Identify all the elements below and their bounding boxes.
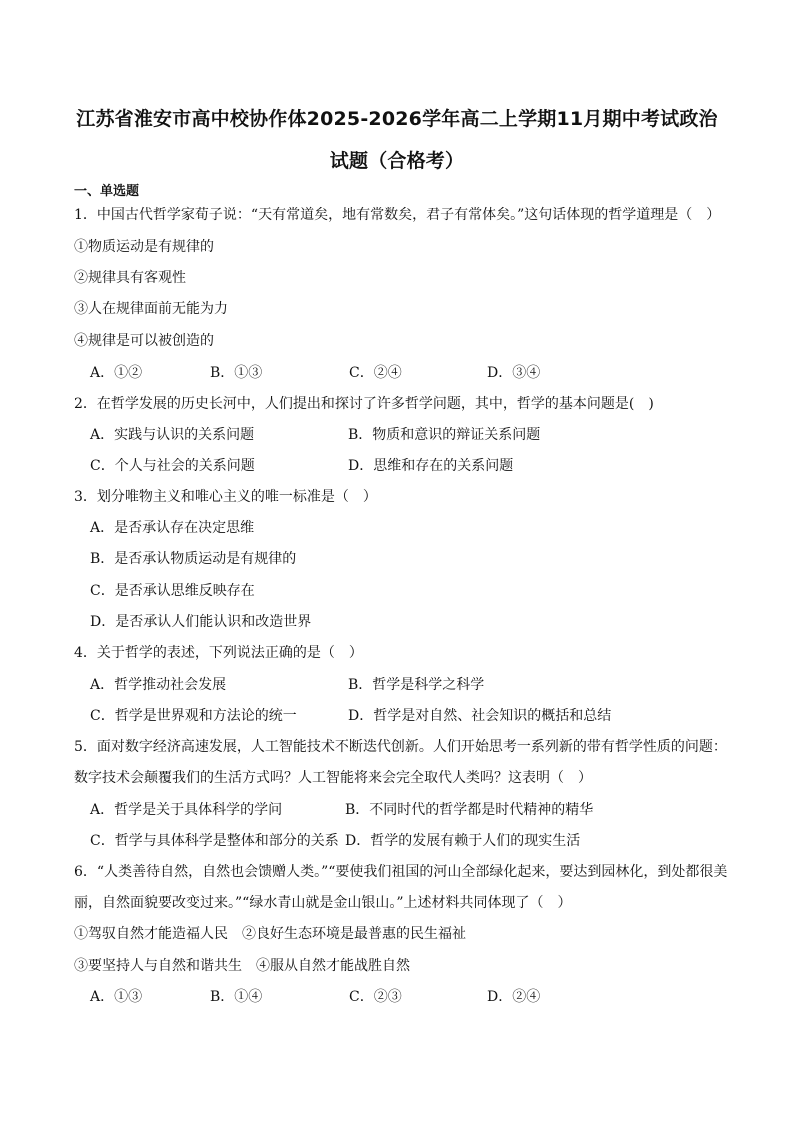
question-5-option-a: A．哲学是关于具体科学的学问 (90, 802, 283, 818)
question-1-statement-1: ①物质运动是有规律的 (74, 239, 214, 255)
question-1-option-c: C．②④ (349, 365, 402, 381)
question-2-option-a: A．实践与认识的关系问题 (90, 427, 255, 443)
exam-title-line-1: 江苏省淮安市高中校协作体2025-2026学年高二上学期11月期中考试政治 (76, 108, 718, 130)
question-6-statements-line-2: ③要坚持人与自然和谐共生 ④服从自然才能战胜自然 (74, 958, 410, 974)
question-1-statement-4: ④规律是可以被创造的 (74, 333, 214, 349)
question-2-option-b: B．物质和意识的辩证关系问题 (348, 427, 541, 443)
question-3-stem: 3．划分唯物主义和唯心主义的唯一标准是（ ） (74, 489, 377, 505)
question-4-stem: 4．关于哲学的表述，下列说法正确的是（ ） (74, 645, 363, 661)
question-1-statement-3: ③人在规律面前无能为力 (74, 301, 228, 317)
question-5-option-d: D．哲学的发展有赖于人们的现实生活 (345, 833, 581, 849)
question-4-option-a: A．哲学推动社会发展 (90, 677, 227, 693)
question-4-option-d: D．哲学是对自然、社会知识的概括和总结 (348, 708, 612, 724)
question-1-option-d: D．③④ (487, 365, 541, 381)
question-6-option-d: D．②④ (487, 989, 541, 1005)
question-1-stem: 1．中国古代哲学家荀子说：“天有常道矣，地有常数矣，君子有常体矣。”这句话体现的哲学道理是（ ） (74, 207, 721, 223)
question-6-option-c: C．②③ (349, 989, 402, 1005)
question-3-option-d: D．是否承认人们能认识和改造世界 (90, 614, 312, 630)
question-2-stem: 2．在哲学发展的历史长河中，人们提出和探讨了许多哲学问题，其中，哲学的基本问题是( ) (74, 396, 654, 412)
exam-title-line-2: 试题（合格考） (329, 150, 465, 172)
question-5-stem-line-2: 数字技术会颠覆我们的生活方式吗？人工智能将来会完全取代人类吗？这表明（ ） (74, 770, 592, 786)
section-heading: 一、单选题 (74, 184, 140, 199)
question-6-stem-line-2: 丽，自然面貌要改变过来。”“绿水青山就是金山银山。”上述材料共同体现了（ ） (74, 895, 572, 911)
question-2-option-d: D．思维和存在的关系问题 (348, 458, 514, 474)
question-6-option-a: A．①③ (90, 989, 143, 1005)
question-4-option-c: C．哲学是世界观和方法论的统一 (90, 708, 297, 724)
question-6-option-b: B．①④ (210, 989, 263, 1005)
question-6-statements-line-1: ①驾驭自然才能造福人民 ②良好生态环境是最普惠的民生福祉 (74, 926, 466, 942)
question-1-option-b: B．①③ (210, 365, 263, 381)
question-3-option-a: A．是否承认存在决定思维 (90, 520, 255, 536)
question-5-stem-line-1: 5．面对数字经济高速发展，人工智能技术不断迭代创新。人们开始思考一系列新的带有哲学性质的问题： (74, 739, 727, 755)
question-6-stem-line-1: 6．“人类善待自然，自然也会馈赠人类。”“要使我们祖国的河山全部绿化起来，要达到园林化，到处都很美 (74, 864, 728, 880)
question-1-option-a: A．①② (90, 365, 143, 381)
question-5-option-c: C．哲学与具体科学是整体和部分的关系 (90, 833, 339, 849)
question-5-option-b: B．不同时代的哲学都是时代精神的精华 (345, 802, 594, 818)
question-1-statement-2: ②规律具有客观性 (74, 270, 186, 286)
question-3-option-c: C．是否承认思维反映存在 (90, 583, 255, 599)
question-2-option-c: C．个人与社会的关系问题 (90, 458, 255, 474)
question-4-option-b: B．哲学是科学之科学 (348, 677, 485, 693)
question-3-option-b: B．是否承认物质运动是有规律的 (90, 551, 297, 567)
